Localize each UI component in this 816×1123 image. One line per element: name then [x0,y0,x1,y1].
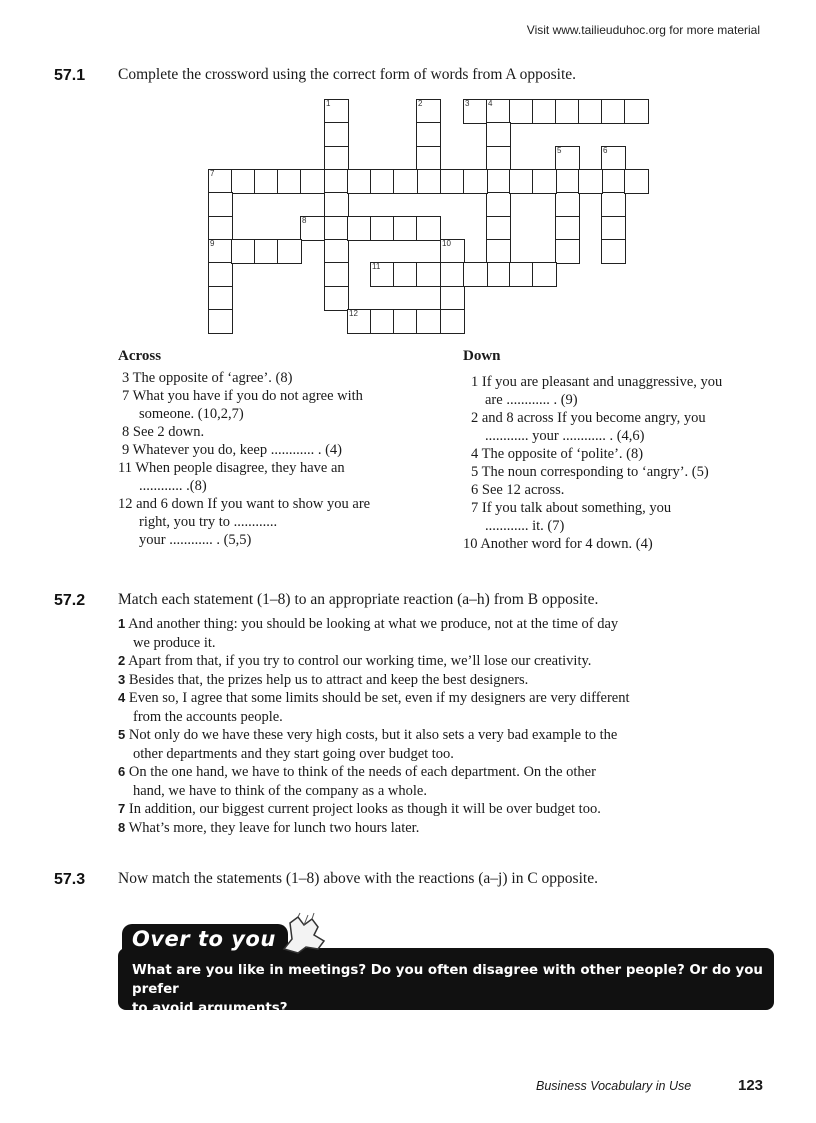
clue-line: 8 See 2 down. [122,424,205,440]
crossword-cell[interactable] [208,286,233,311]
crossword-cell[interactable] [601,216,626,241]
crossword-cell[interactable] [300,216,325,241]
clue-line: 3 The opposite of ‘agree’. (8) [122,370,293,386]
crossword-cell[interactable] [440,169,465,194]
crossword-cell[interactable] [440,286,465,311]
cell-number: 5 [557,146,562,155]
item-text: we produce it. [133,634,216,651]
item-number: 2 [118,653,126,668]
crossword-cell[interactable] [324,216,349,241]
clue-line: 6 See 12 across. [471,482,565,498]
exercise-instruction-57-3: Now match the statements (1–8) above with the reactions (a–j) in C opposite. [118,870,598,887]
crossword-cell[interactable] [486,262,511,287]
crossword-cell[interactable] [416,262,441,287]
cell-number: 8 [302,216,307,225]
across-clues [118,369,448,549]
item-text: Even so, I agree that some limits should be set, even if my designers are very different [128,690,630,706]
item-text: And another thing: you should be looking at what we produce, not at the time of day [128,616,619,632]
over-to-you-tab [122,924,288,960]
list-item [118,800,758,819]
clue-line: 12 and 6 down If you want to show you are [118,496,371,512]
crossword-cell[interactable] [601,192,626,217]
crossword-cell[interactable] [486,99,511,124]
exercise-number-57-3: 57.3 [54,871,86,888]
over-to-you-line: to avoid arguments? [132,1001,288,1016]
crossword-cell[interactable] [277,239,302,264]
book-title: Business Vocabulary in Use [536,1079,692,1093]
exercise-number-57-2: 57.2 [54,592,86,609]
crossword-cell[interactable] [208,192,233,217]
clue-line: 7 What you have if you do not agree with [122,388,363,404]
over-to-you-line: What are you like in meetings? Do you often disagree with other people? Or do you prefer [132,963,763,997]
crossword-cell[interactable] [509,99,534,124]
crossword-cell[interactable] [555,216,580,241]
clue-line: someone. (10,2,7) [139,406,244,422]
crossword-cell[interactable] [624,99,649,124]
clue-line: 9 Whatever you do, keep ............ . (4) [122,442,342,458]
cell-number: 12 [349,309,358,318]
crossword-cell[interactable] [578,169,603,194]
cell-number: 9 [210,239,215,248]
crossword-cell[interactable] [393,309,418,334]
clue-line: 4 The opposite of ‘polite’. (8) [471,446,644,462]
item-number: 8 [118,819,126,835]
crossword-cell[interactable] [208,309,233,334]
crossword-cell[interactable] [324,146,349,171]
exercise-number-57-1: 57.1 [54,67,86,84]
crossword-cell[interactable] [393,169,418,194]
crossword-cell[interactable] [509,169,534,194]
item-text: Not only do we have these very high costs, but it also sets a very bad example to the [128,727,618,743]
item-text: from the accounts people. [133,708,283,725]
crossword-cell[interactable] [555,99,580,124]
list-item [118,671,758,690]
crossword-cell[interactable] [231,169,256,194]
clue-line: ............ .(8) [139,478,207,494]
crossword-cell[interactable] [463,99,488,124]
crossword-cell[interactable] [208,239,233,264]
crossword-cell[interactable] [416,99,441,124]
crossword-cell[interactable] [208,216,233,241]
crossword-cell[interactable] [416,146,441,171]
crossword-cell[interactable] [231,239,256,264]
cell-number: 3 [465,99,470,108]
crossword-cell[interactable] [254,169,279,194]
clue-line: 5 The noun corresponding to ‘angry’. (5) [471,464,709,480]
down-clues [463,373,783,553]
clue-line: 10 Another word for 4 down. (4) [463,536,653,552]
item-text: Besides that, the prizes help us to attract and keep the best designers. [128,671,529,688]
clue-line: 1 If you are pleasant and unaggressive, you [471,374,723,390]
item-number: 5 [118,727,126,742]
over-to-you-title: Over to you [132,927,276,951]
crossword-cell[interactable] [624,169,649,194]
item-number: 1 [118,616,126,631]
crossword-cell[interactable] [324,286,349,311]
crossword-cell[interactable] [532,262,557,287]
item-text: other departments and they start going over budget too. [133,745,454,762]
crossword-cell[interactable] [532,169,557,194]
crossword-cell[interactable] [463,262,488,287]
crossword-cell[interactable] [601,146,626,171]
item-text: Apart from that, if you try to control our working time, we’ll lose our creativity. [128,653,592,669]
cell-number: 6 [603,146,608,155]
crossword-grid [0,0,816,350]
crossword-cell[interactable] [601,169,626,194]
item-number: 7 [118,801,126,816]
crossword-cell[interactable] [486,239,511,264]
crossword-cell[interactable] [486,146,511,171]
crossword-cell[interactable] [532,99,557,124]
over-to-you-text [132,961,772,1018]
crossword-cell[interactable] [370,262,395,287]
crossword-cell[interactable] [555,169,580,194]
list-item [118,726,758,763]
item-number: 3 [118,671,126,687]
crossword-cell[interactable] [486,192,511,217]
crossword-cell[interactable] [324,122,349,147]
clue-line: ............ your ............ . (4,6) [485,428,645,444]
crossword-cell[interactable] [416,309,441,334]
exercise-instruction-57-1: Complete the crossword using the correct form of words from A opposite. [118,66,577,83]
crossword-cell[interactable] [393,216,418,241]
cell-number: 7 [210,169,215,178]
crossword-cell[interactable] [416,122,441,147]
clue-line: 11 When people disagree, they have an [118,460,345,476]
list-item [118,615,758,652]
crossword-cell[interactable] [347,169,372,194]
clue-line: your ............ . (5,5) [139,532,252,548]
crossword-cell[interactable] [601,99,626,124]
crossword-cell[interactable] [440,239,465,264]
crossword-cell[interactable] [370,309,395,334]
crossword-cell[interactable] [370,169,395,194]
item-text: hand, we have to think of the company as a whole. [133,782,427,799]
cell-number: 1 [326,99,331,108]
crossword-cell[interactable] [254,239,279,264]
source-note: Visit www.tailieuduhoc.org for more material [526,23,760,37]
crossword-cell[interactable] [393,262,418,287]
crossword-cell[interactable] [324,99,349,124]
crossword-cell[interactable] [324,192,349,217]
crossword-cell[interactable] [440,309,465,334]
crossword-cell[interactable] [347,309,372,334]
crossword-cell[interactable] [324,239,349,264]
cell-number: 11 [372,262,381,271]
crossword-cell[interactable] [601,239,626,264]
item-number: 4 [118,690,126,705]
crossword-cell[interactable] [578,99,603,124]
crossword-cell[interactable] [463,169,488,194]
exercise-instruction-57-2: Match each statement (1–8) to an appropriate reaction (a–h) from B opposite. [118,591,599,608]
crossword-cell[interactable] [324,169,349,194]
crossword-cell[interactable] [300,169,325,194]
crossword-cell[interactable] [347,216,372,241]
across-heading: Across [118,348,162,364]
crossword-cell[interactable] [416,169,441,194]
crossword-cell[interactable] [277,169,302,194]
crossword-cell[interactable] [486,169,511,194]
statement-list [118,615,758,837]
down-heading: Down [463,348,501,364]
clue-line: 7 If you talk about something, you [471,500,672,516]
clue-line: right, you try to ............ [139,514,278,530]
crossword-cell[interactable] [555,192,580,217]
crossword-cell[interactable] [486,216,511,241]
item-text: What’s more, they leave for lunch two hours later. [128,819,420,836]
crossword-cell[interactable] [440,262,465,287]
page-number: 123 [738,1077,764,1094]
cell-number: 2 [418,99,423,108]
cell-number: 10 [442,239,451,248]
clue-line: 2 and 8 across If you become angry, you [471,410,706,426]
list-item [118,689,758,726]
crossword-cell[interactable] [486,122,511,147]
crossword-cell[interactable] [208,169,233,194]
crossword-cell[interactable] [555,239,580,264]
clue-line: are ............ . (9) [485,392,578,408]
crossword-cell[interactable] [555,146,580,171]
crossword-cell[interactable] [416,216,441,241]
crossword-cell[interactable] [509,262,534,287]
hand-pointer-icon [278,911,338,955]
list-item [118,652,758,671]
item-text: On the one hand, we have to think of the needs of each department. On the other [128,764,596,780]
list-item [118,763,758,800]
crossword-cell[interactable] [208,262,233,287]
clue-line: ............ it. (7) [485,518,565,534]
item-text: In addition, our biggest current project looks as though it will be over budget too. [128,801,601,817]
crossword-cell[interactable] [370,216,395,241]
crossword-cell[interactable] [324,262,349,287]
item-number: 6 [118,764,126,779]
list-item [118,819,758,838]
cell-number: 4 [488,99,493,108]
